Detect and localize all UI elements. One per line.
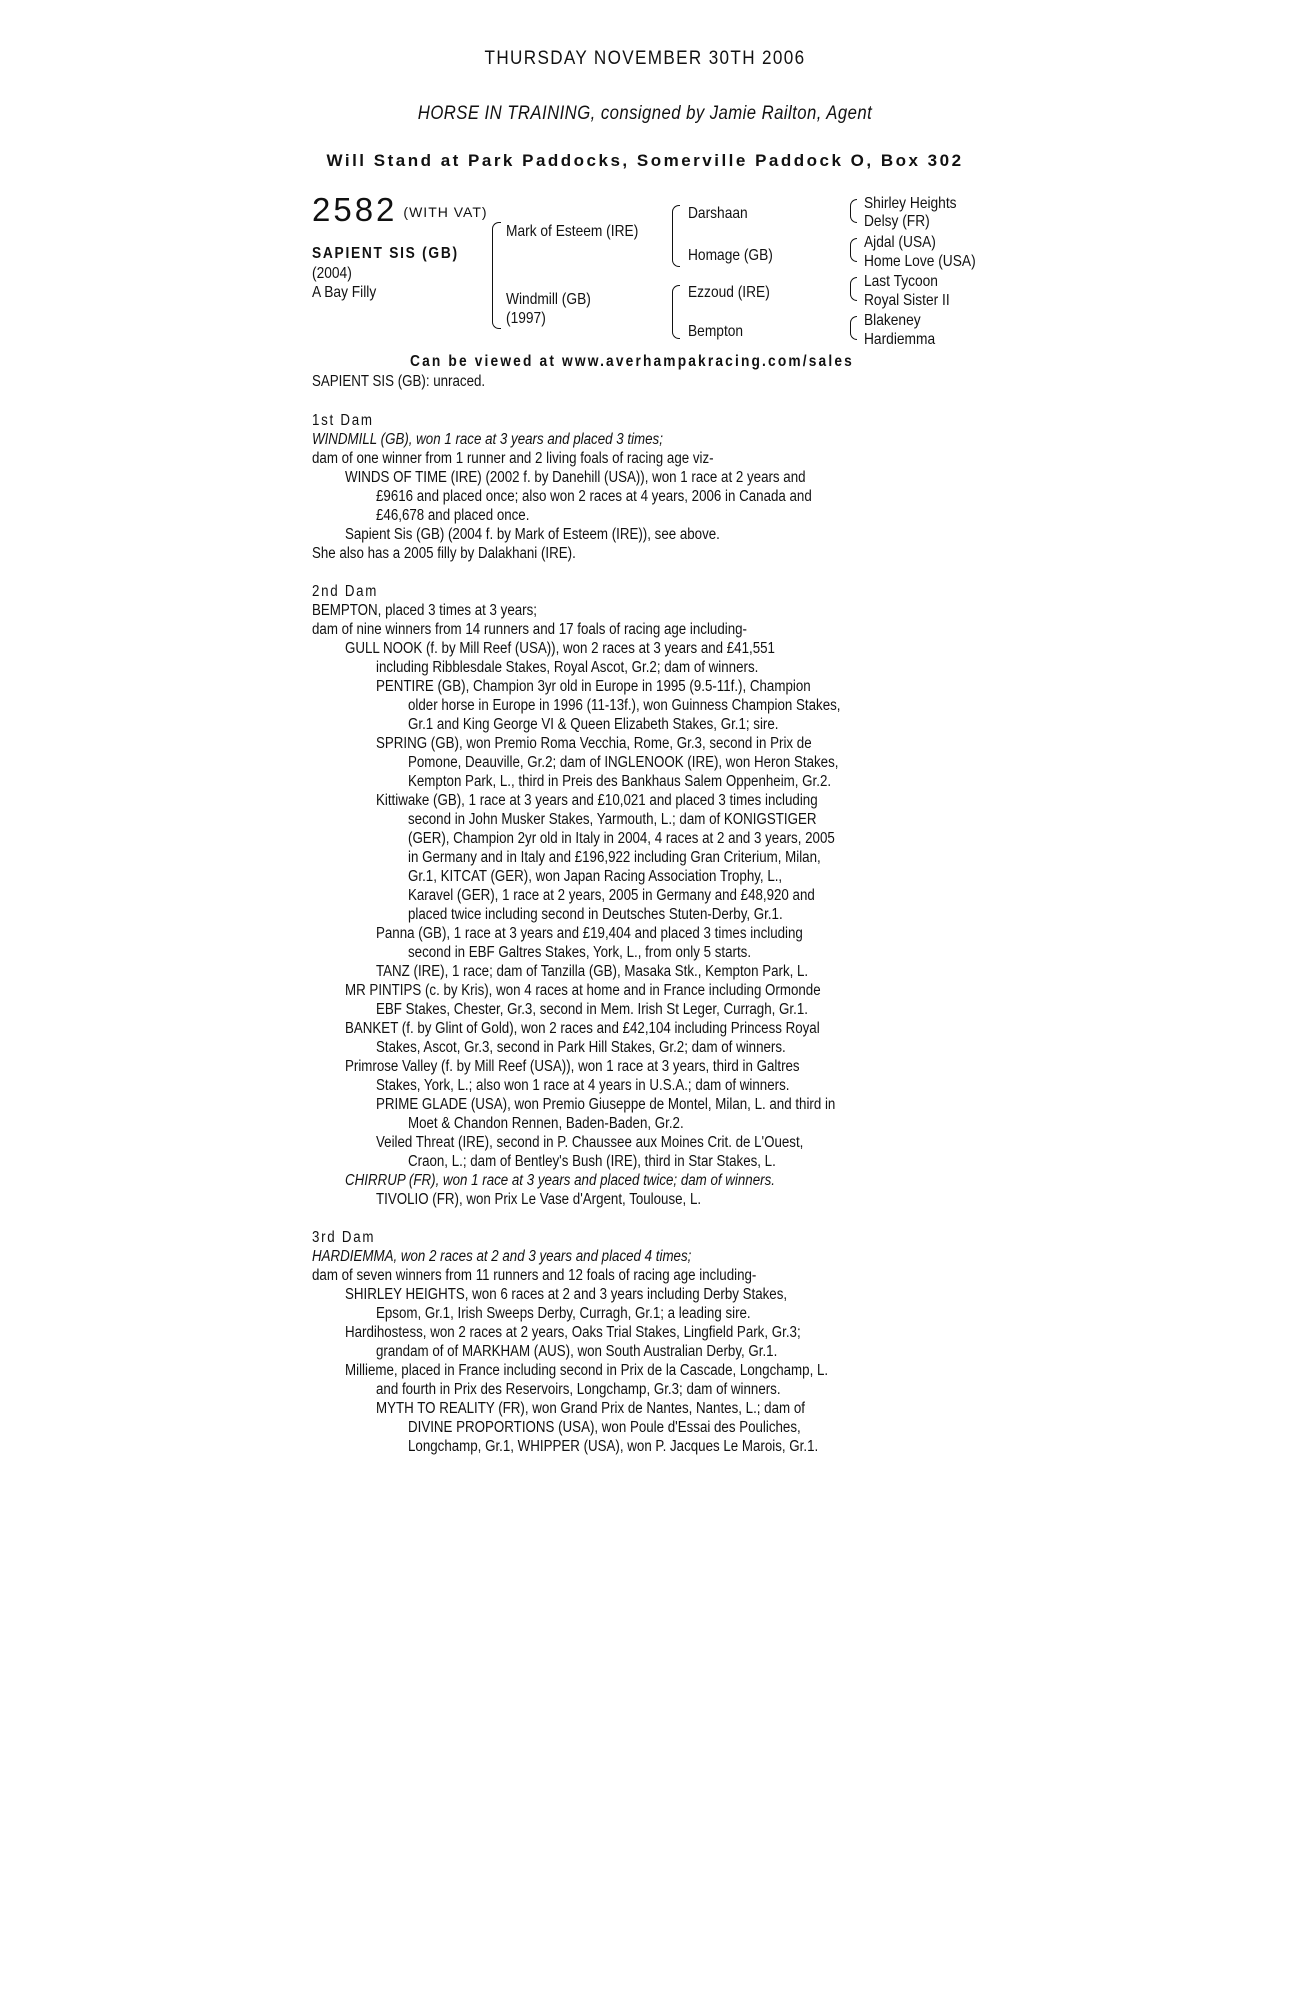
third-dam-line: Epsom, Gr.1, Irish Sweeps Derby, Curragh, Gr.1; a leading sire. xyxy=(376,1305,751,1322)
second-dam-line: second in John Musker Stakes, Yarmouth, L.; dam of KONIGSTIGER xyxy=(408,811,817,828)
pedigree-g8: Hardiemma xyxy=(864,331,936,348)
third-dam-line: dam of seven winners from 11 runners and 12 foals of racing age including- xyxy=(312,1267,757,1284)
first-dam-line: WINDS OF TIME (IRE) (2002 f. by Danehill (USA)), won 1 race at 2 years and xyxy=(345,469,806,486)
second-dam-line: Stakes, York, L.; also won 1 race at 4 years in U.S.A.; dam of winners. xyxy=(376,1077,790,1094)
pedigree-bracket-g2 xyxy=(850,238,857,262)
second-dam-line: MR PINTIPS (c. by Kris), won 4 races at home and in France including Ormonde xyxy=(345,982,821,999)
second-dam-line: BANKET (f. by Glint of Gold), won 2 races and £42,104 including Princess Royal xyxy=(345,1020,820,1037)
first-dam-line: WINDMILL (GB), won 1 race at 3 years and placed 3 times; xyxy=(312,431,663,448)
third-dam-line: grandam of of MARKHAM (AUS), won South Australian Derby, Gr.1. xyxy=(376,1343,778,1360)
pedigree-dam-sire: Ezzoud (IRE) xyxy=(688,284,770,301)
pedigree-bracket-dam xyxy=(672,285,680,339)
second-dam-line: PRIME GLADE (USA), won Premio Giuseppe de Montel, Milan, L. and third in xyxy=(376,1096,836,1113)
pedigree-g2: Delsy (FR) xyxy=(864,213,930,230)
pedigree-sire-dam: Homage (GB) xyxy=(688,247,773,264)
pedigree-g4: Home Love (USA) xyxy=(864,253,976,270)
pedigree-bracket-sire xyxy=(672,205,680,267)
second-dam-line: Veiled Threat (IRE), second in P. Chaussee aux Moines Crit. de L'Ouest, xyxy=(376,1134,804,1151)
second-dam-line: SPRING (GB), won Premio Roma Vecchia, Rome, Gr.3, second in Prix de xyxy=(376,735,812,752)
second-dam-line: TIVOLIO (FR), won Prix Le Vase d'Argent, Toulouse, L. xyxy=(376,1191,702,1208)
pedigree-dam-year: (1997) xyxy=(506,310,546,327)
second-dam-line: (GER), Champion 2yr old in Italy in 2004, 4 races at 2 and 3 years, 2005 xyxy=(408,830,835,847)
third-dam-line: Hardihostess, won 2 races at 2 years, Oaks Trial Stakes, Lingfield Park, Gr.3; xyxy=(345,1324,801,1341)
second-dam-line: Karavel (GER), 1 race at 2 years, 2005 in Germany and £48,920 and xyxy=(408,887,815,904)
pedigree-bracket-g3 xyxy=(850,277,857,301)
second-dam-line: Panna (GB), 1 race at 3 years and £19,404 and placed 3 times including xyxy=(376,925,803,942)
second-dam-line: Pomone, Deauville, Gr.2; dam of INGLENOOK (IRE), won Heron Stakes, xyxy=(408,754,839,771)
second-dam-line: older horse in Europe in 1996 (11-13f.), won Guinness Champion Stakes, xyxy=(408,697,841,714)
pedigree-g3: Ajdal (USA) xyxy=(864,234,936,251)
second-dam-line: Craon, L.; dam of Bentley's Bush (IRE), third in Star Stakes, L. xyxy=(408,1153,776,1170)
horse-description: A Bay Filly xyxy=(312,284,377,301)
second-dam-line: Moet & Chandon Rennen, Baden-Baden, Gr.2. xyxy=(408,1115,684,1132)
viewing-note: Can be viewed at www.averhampakracing.com/sales xyxy=(410,353,854,370)
third-dam-line: MYTH TO REALITY (FR), won Grand Prix de Nantes, Nantes, L.; dam of xyxy=(376,1400,805,1417)
second-dam-line: PENTIRE (GB), Champion 3yr old in Europe in 1995 (9.5-11f.), Champion xyxy=(376,678,811,695)
pedigree-g5: Last Tycoon xyxy=(864,273,938,290)
second-dam-line: BEMPTON, placed 3 times at 3 years; xyxy=(312,602,537,619)
third-dam-line: HARDIEMMA, won 2 races at 2 and 3 years and placed 4 times; xyxy=(312,1248,692,1265)
pedigree-bracket-g1 xyxy=(850,199,857,223)
first-dam-line: Sapient Sis (GB) (2004 f. by Mark of Esteem (IRE)), see above. xyxy=(345,526,720,543)
race-record: SAPIENT SIS (GB): unraced. xyxy=(312,373,486,390)
second-dam-line: EBF Stakes, Chester, Gr.3, second in Mem. Irish St Leger, Curragh, Gr.1. xyxy=(376,1001,808,1018)
first-dam-line: dam of one winner from 1 runner and 2 living foals of racing age viz- xyxy=(312,450,714,467)
pedigree-g6: Royal Sister II xyxy=(864,292,950,309)
first-dam-line: £9616 and placed once; also won 2 races at 4 years, 2006 in Canada and xyxy=(376,488,812,505)
second-dam-line: Primrose Valley (f. by Mill Reef (USA)), won 1 race at 3 years, third in Galtres xyxy=(345,1058,800,1075)
third-dam-line: DIVINE PROPORTIONS (USA), won Poule d'Essai des Pouliches, xyxy=(408,1419,801,1436)
pedigree-bracket-main xyxy=(492,222,501,329)
lot-number: 2582 xyxy=(312,191,398,228)
vat-note: (WITH VAT) xyxy=(403,204,488,221)
second-dam-heading: 2nd Dam xyxy=(312,583,379,600)
pedigree-sire: Mark of Esteem (IRE) xyxy=(506,223,639,240)
second-dam-line: including Ribblesdale Stakes, Royal Ascot, Gr.2; dam of winners. xyxy=(376,659,759,676)
third-dam-line: and fourth in Prix des Reservoirs, Longchamp, Gr.3; dam of winners. xyxy=(376,1381,781,1398)
horse-name: SAPIENT SIS (GB) xyxy=(312,245,459,262)
pedigree-bracket-g4 xyxy=(850,316,857,340)
second-dam-line: Gr.1 and King George VI & Queen Elizabeth Stakes, Gr.1; sire. xyxy=(408,716,779,733)
second-dam-line: Stakes, Ascot, Gr.3, second in Park Hill Stakes, Gr.2; dam of winners. xyxy=(376,1039,786,1056)
pedigree-dam-dam: Bempton xyxy=(688,323,744,340)
pedigree-sire-sire: Darshaan xyxy=(688,205,748,222)
second-dam-line: dam of nine winners from 14 runners and 17 foals of racing age including- xyxy=(312,621,747,638)
stand-location: Will Stand at Park Paddocks, Somerville Paddock O, Box 302 xyxy=(326,151,964,170)
consignor-line: HORSE IN TRAINING, consigned by Jamie Railton, Agent xyxy=(417,103,873,124)
lot-number-block xyxy=(312,192,488,230)
third-dam-heading: 3rd Dam xyxy=(312,1229,376,1246)
first-dam-line: She also has a 2005 filly by Dalakhani (IRE). xyxy=(312,545,576,562)
third-dam-line: Longchamp, Gr.1, WHIPPER (USA), won P. Jacques Le Marois, Gr.1. xyxy=(408,1438,819,1455)
second-dam-line: GULL NOOK (f. by Mill Reef (USA)), won 2 races at 3 years and £41,551 xyxy=(345,640,775,657)
sale-date: THURSDAY NOVEMBER 30TH 2006 xyxy=(484,48,806,69)
pedigree-dam: Windmill (GB) xyxy=(506,291,591,308)
second-dam-line: TANZ (IRE), 1 race; dam of Tanzilla (GB), Masaka Stk., Kempton Park, L. xyxy=(376,963,809,980)
second-dam-line: Kittiwake (GB), 1 race at 3 years and £10,021 and placed 3 times including xyxy=(376,792,818,809)
first-dam-line: £46,678 and placed once. xyxy=(376,507,530,524)
second-dam-line: placed twice including second in Deutsches Stuten-Derby, Gr.1. xyxy=(408,906,783,923)
first-dam-heading: 1st Dam xyxy=(312,412,374,429)
second-dam-line: CHIRRUP (FR), won 1 race at 3 years and placed twice; dam of winners. xyxy=(345,1172,775,1189)
foaling-year: (2004) xyxy=(312,265,352,282)
second-dam-line: second in EBF Galtres Stakes, York, L., from only 5 starts. xyxy=(408,944,752,961)
pedigree-g1: Shirley Heights xyxy=(864,195,957,212)
third-dam-line: Milliemе, placed in France including second in Prix de la Cascade, Longchamp, L. xyxy=(345,1362,829,1379)
third-dam-line: SHIRLEY HEIGHTS, won 6 races at 2 and 3 years including Derby Stakes, xyxy=(345,1286,788,1303)
second-dam-line: in Germany and in Italy and £196,922 including Gran Criterium, Milan, xyxy=(408,849,821,866)
pedigree-g7: Blakeney xyxy=(864,312,921,329)
second-dam-line: Kempton Park, L., third in Preis des Bankhaus Salem Oppenheim, Gr.2. xyxy=(408,773,832,790)
second-dam-line: Gr.1, KITCAT (GER), won Japan Racing Association Trophy, L., xyxy=(408,868,783,885)
